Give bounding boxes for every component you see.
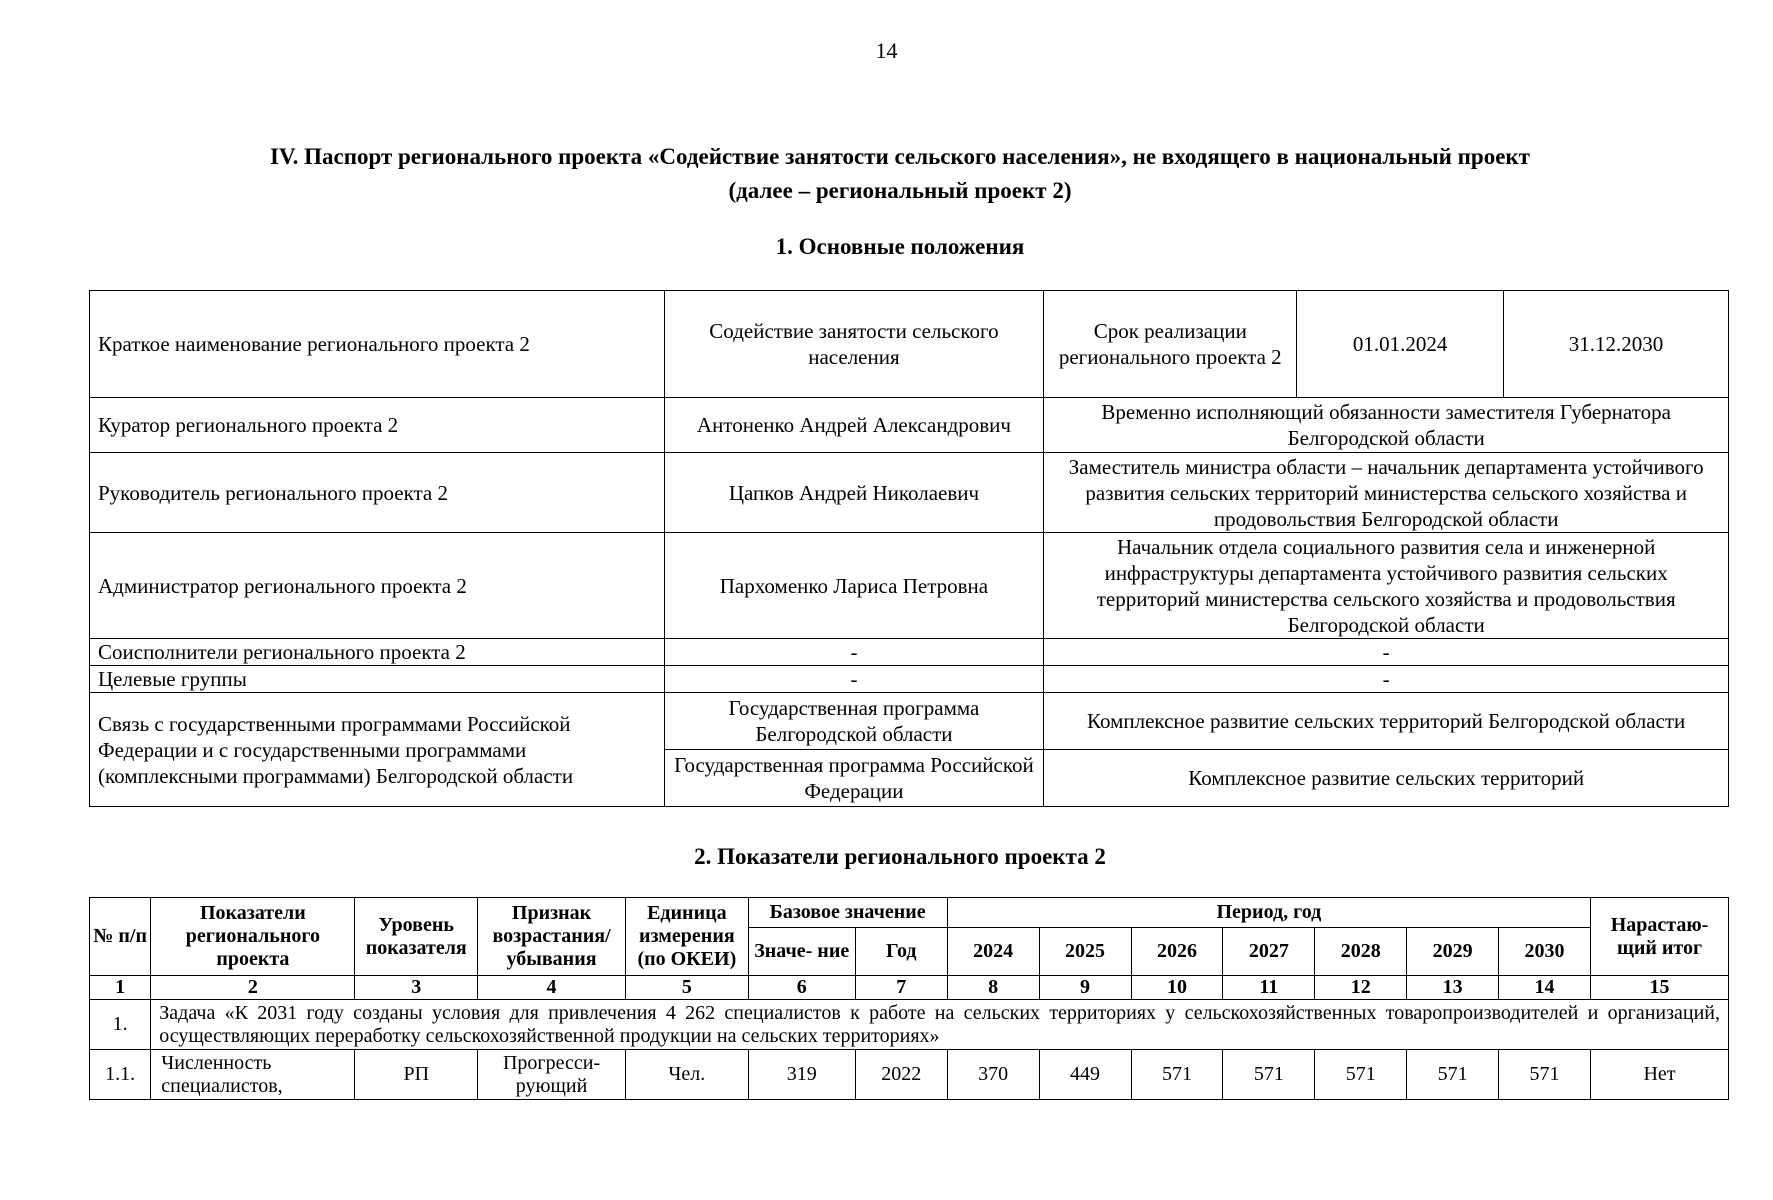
col-year-2030: 2030	[1499, 928, 1591, 976]
row-cumulative: Нет	[1591, 1050, 1729, 1100]
page-number: 14	[875, 38, 898, 63]
basic-provisions-table	[89, 290, 1729, 807]
col-number: 10	[1131, 976, 1223, 1000]
row-number: 1.1.	[90, 1050, 151, 1100]
links-program-2: Государственная программа Российской Федерации	[664, 750, 1044, 807]
col-sign: Признак возрастания/ убывания	[478, 898, 626, 976]
row-base-value: 319	[748, 1050, 855, 1100]
admin-row	[90, 533, 1729, 639]
indicator-row	[90, 1050, 1729, 1100]
col-cumulative: Нарастаю- щий итог	[1591, 898, 1729, 976]
head-row	[90, 453, 1729, 533]
links-program-1: Государственная программа Белгородской области	[664, 693, 1044, 750]
col-level: Уровень показателя	[355, 898, 478, 976]
target-groups-value-2: -	[1044, 666, 1729, 693]
head-name: Цапков Андрей Николаевич	[664, 453, 1044, 533]
row-value-2026: 571	[1131, 1050, 1223, 1100]
col-unit: Единица измерения (по ОКЕИ)	[626, 898, 749, 976]
col-year-2029: 2029	[1407, 928, 1499, 976]
col-number: 9	[1039, 976, 1131, 1000]
document-title	[100, 140, 1700, 208]
col-number: 2	[151, 976, 355, 1000]
col-number: 5	[626, 976, 749, 1000]
title-line-2: (далее – региональный проект 2)	[728, 178, 1072, 203]
row-unit: Чел.	[626, 1050, 749, 1100]
col-number: 7	[855, 976, 947, 1000]
row-base-year: 2022	[855, 1050, 947, 1100]
header-row-1	[90, 898, 1729, 928]
admin-label: Администратор регионального проекта 2	[90, 533, 665, 639]
task-text: Задача «К 2031 году созданы условия для привлечения 4 262 специалистов к работе на сельских территориях у сельскохозяйственных товаропроизводителей и организаций, осуществляющих переработку сельскохозяйственной продукции на сельских территориях»	[151, 1000, 1729, 1050]
term-end: 31.12.2030	[1504, 291, 1729, 398]
col-number: 15	[1591, 976, 1729, 1000]
indicators-table	[89, 897, 1729, 1100]
col-number: 3	[355, 976, 478, 1000]
col-number: 4	[478, 976, 626, 1000]
curator-position: Временно исполняющий обязанности заместителя Губернатора Белгородской области	[1044, 398, 1729, 453]
row-indicator: Численность специалистов,	[151, 1050, 355, 1100]
col-number: 1	[90, 976, 151, 1000]
curator-row	[90, 398, 1729, 453]
task-row	[90, 1000, 1729, 1050]
coexecutors-row	[90, 639, 1729, 666]
col-indicator: Показатели регионального проекта	[151, 898, 355, 976]
row-value-2024: 370	[947, 1050, 1039, 1100]
col-year-2027: 2027	[1223, 928, 1315, 976]
short-name-value: Содействие занятости сельского населения	[664, 291, 1044, 398]
coexecutors-value-1: -	[664, 639, 1044, 666]
section1-heading: 1. Основные положения	[775, 234, 1025, 259]
admin-name: Пархоменко Лариса Петровна	[664, 533, 1044, 639]
curator-name: Антоненко Андрей Александрович	[664, 398, 1044, 453]
row-level: РП	[355, 1050, 478, 1100]
col-number: 14	[1499, 976, 1591, 1000]
short-name-row	[90, 291, 1729, 398]
col-base-value: Значе- ние	[748, 928, 855, 976]
title-line-1: IV. Паспорт регионального проекта «Содействие занятости сельского населения», не входящего в национальный проект	[270, 144, 1530, 169]
col-number: 6	[748, 976, 855, 1000]
row-value-2027: 571	[1223, 1050, 1315, 1100]
row-value-2030: 571	[1499, 1050, 1591, 1100]
col-year-2024: 2024	[947, 928, 1039, 976]
coexecutors-label: Соисполнители регионального проекта 2	[90, 639, 665, 666]
curator-label: Куратор регионального проекта 2	[90, 398, 665, 453]
target-groups-value-1: -	[664, 666, 1044, 693]
row-sign: Прогресси- рующий	[478, 1050, 626, 1100]
links-value-2: Комплексное развитие сельских территорий	[1044, 750, 1729, 807]
col-year-2026: 2026	[1131, 928, 1223, 976]
col-base: Базовое значение	[748, 898, 947, 928]
task-number: 1.	[90, 1000, 151, 1050]
links-value-1: Комплексное развитие сельских территорий Белгородской области	[1044, 693, 1729, 750]
column-number-row	[90, 976, 1729, 1000]
target-groups-label: Целевые группы	[90, 666, 665, 693]
coexecutors-value-2: -	[1044, 639, 1729, 666]
links-label: Связь с государственными программами Российской Федерации и с государственными программами (комплексными программами) Белгородской области	[90, 693, 665, 807]
head-label: Руководитель регионального проекта 2	[90, 453, 665, 533]
row-value-2028: 571	[1315, 1050, 1407, 1100]
col-number: 12	[1315, 976, 1407, 1000]
row-value-2029: 571	[1407, 1050, 1499, 1100]
col-year-2025: 2025	[1039, 928, 1131, 976]
col-period: Период, год	[947, 898, 1590, 928]
section2-heading: 2. Показатели регионального проекта 2	[694, 844, 1106, 869]
col-year-2028: 2028	[1315, 928, 1407, 976]
head-position: Заместитель министра области – начальник департамента устойчивого развития сельских территорий министерства сельского хозяйства и продовольствия Белгородской области	[1044, 453, 1729, 533]
term-label: Срок реализации регионального проекта 2	[1044, 291, 1297, 398]
col-number: 8	[947, 976, 1039, 1000]
col-number: 13	[1407, 976, 1499, 1000]
col-base-year: Год	[855, 928, 947, 976]
target-groups-row	[90, 666, 1729, 693]
col-number: 11	[1223, 976, 1315, 1000]
col-no: № п/п	[90, 898, 151, 976]
admin-position: Начальник отдела социального развития села и инженерной инфраструктуры департамента устойчивого развития сельских территорий министерства сельского хозяйства и продовольствия Белгородской области	[1044, 533, 1729, 639]
term-start: 01.01.2024	[1297, 291, 1504, 398]
short-name-label: Краткое наименование регионального проекта 2	[90, 291, 665, 398]
row-value-2025: 449	[1039, 1050, 1131, 1100]
links-row-1	[90, 693, 1729, 750]
